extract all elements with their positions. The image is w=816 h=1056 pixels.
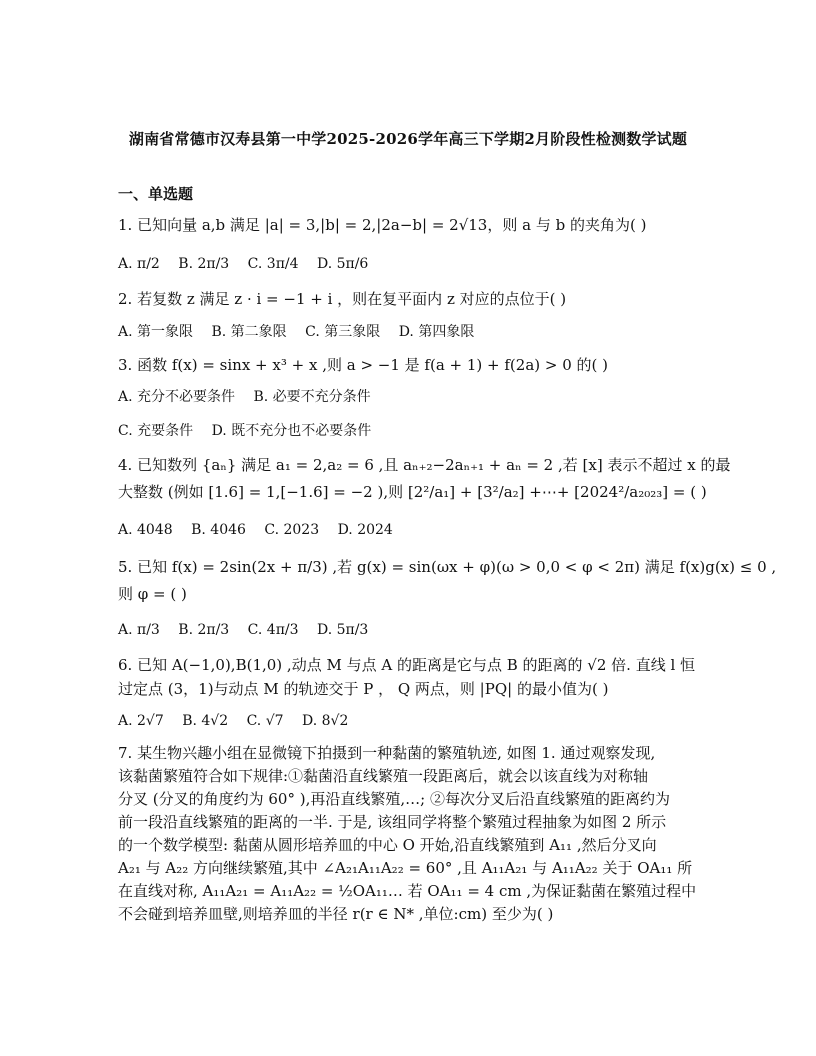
option-a: A. 2√7 xyxy=(118,713,164,729)
question-7-line: 前一段沿直线繁殖的距离的一半. 于是, 该组同学将整个繁殖过程抽象为如图 2 所示 xyxy=(118,813,667,831)
option-d: D. 2024 xyxy=(337,522,393,538)
question-6-options xyxy=(118,711,362,731)
question-7-line: 的一个数学模型: 黏菌从圆形培养皿的中心 O 开始,沿直线繁殖到 A₁₁ ,然后分叉向 xyxy=(118,836,657,854)
question-1-options xyxy=(118,254,382,274)
question-3-options-row1 xyxy=(118,387,385,407)
option-c: C. 3π/4 xyxy=(247,256,299,272)
question-6-stem-line2: 过定点 (3，1)与动点 M 的轨迹交于 P ， Q 两点，则 |PQ| 的最小值为( ) xyxy=(118,680,609,698)
option-a: A. π/3 xyxy=(118,622,160,638)
option-d: D. 既不充分也不必要条件 xyxy=(211,423,372,439)
option-d: D. 8√2 xyxy=(302,713,349,729)
option-c: C. 第三象限 xyxy=(305,324,381,340)
question-7-line: A₂₁ 与 A₂₂ 方向继续繁殖,其中 ∠A₂₁A₁₁A₂₂ = 60° ,且 A₁₁A₂₁ 与 A₁₁A₂₂ 关于 OA₁₁ 所 xyxy=(118,859,693,877)
section-heading: 一、单选题 xyxy=(118,185,194,203)
question-4-stem-line1: 4. 已知数列 {aₙ} 满足 a₁ = 2,a₂ = 6 ,且 aₙ₊₂−2aₙ₊₁ + aₙ = 2 ,若 [x] 表示不超过 x 的最 xyxy=(118,456,731,474)
option-c: C. 充要条件 xyxy=(118,423,194,439)
option-a: A. 充分不必要条件 xyxy=(118,389,236,405)
option-b: B. 2π/3 xyxy=(178,256,230,272)
option-d: D. 第四象限 xyxy=(398,324,475,340)
question-7-line: 不会碰到培养皿壁,则培养皿的半径 r(r ∈ N* ,单位:cm) 至少为( ) xyxy=(118,905,554,923)
question-7-line: 在直线对称, A₁₁A₂₁ = A₁₁A₂₂ = ½OA₁₁… 若 OA₁₁ = 4 cm ,为保证黏菌在繁殖过程中 xyxy=(118,882,697,900)
question-3-options-row2 xyxy=(118,421,385,441)
option-d: D. 5π/6 xyxy=(316,256,369,272)
option-b: B. 第二象限 xyxy=(211,324,287,340)
option-d: D. 5π/3 xyxy=(316,622,369,638)
question-7-line: 7. 某生物兴趣小组在显微镜下拍摄到一种黏菌的繁殖轨迹, 如图 1. 通过观察发现, xyxy=(118,744,656,762)
option-b: B. 4√2 xyxy=(182,713,229,729)
question-7-line: 该黏菌繁殖符合如下规律:①黏菌沿直线繁殖一段距离后，就会以该直线为对称轴 xyxy=(118,767,649,785)
option-a: A. 第一象限 xyxy=(118,324,194,340)
page-title: 湖南省常德市汉寿县第一中学2025-2026学年高三下学期2月阶段性检测数学试题 xyxy=(128,130,688,148)
question-5-stem-line1: 5. 已知 f(x) = 2sin(2x + π/3) ,若 g(x) = sin(ωx + φ)(ω > 0,0 < φ < 2π) 满足 f(x)g(x) ≤ 0 , xyxy=(118,558,777,576)
option-a: A. π/2 xyxy=(118,256,160,272)
question-4-options xyxy=(118,520,407,540)
question-2-options xyxy=(118,322,488,342)
option-b: B. 4046 xyxy=(191,522,246,538)
option-b: B. 必要不充分条件 xyxy=(253,389,371,405)
question-5-stem-line2: 则 φ = ( ) xyxy=(118,585,187,603)
option-c: C. 2023 xyxy=(264,522,320,538)
question-1-stem: 1. 已知向量 a,b 满足 |a| = 3,|b| = 2,|2a−b| = 2√13，则 a 与 b 的夹角为( ) xyxy=(118,216,647,234)
question-7-line: 分叉 (分叉的角度约为 60° ),再沿直线繁殖,…; ②每次分叉后沿直线繁殖的距离约为 xyxy=(118,790,670,808)
option-b: B. 2π/3 xyxy=(178,622,230,638)
question-2-stem: 2. 若复数 z 满足 z · i = −1 + i ，则在复平面内 z 对应的点位于( ) xyxy=(118,290,567,308)
question-4-stem-line2: 大整数 (例如 [1.6] = 1,[−1.6] = −2 ),则 [2²/a₁] + [3²/a₂] +⋯+ [2024²/a₂₀₂₃] = ( ) xyxy=(118,483,707,501)
option-c: C. 4π/3 xyxy=(247,622,299,638)
question-5-options xyxy=(118,620,382,640)
question-6-stem-line1: 6. 已知 A(−1,0),B(1,0) ,动点 M 与点 A 的距离是它与点 B 的距离的 √2 倍. 直线 l 恒 xyxy=(118,656,696,674)
option-a: A. 4048 xyxy=(118,522,173,538)
option-c: C. √7 xyxy=(246,713,284,729)
question-3-stem: 3. 函数 f(x) = sinx + x³ + x ,则 a > −1 是 f(a + 1) + f(2a) > 0 的( ) xyxy=(118,356,609,374)
